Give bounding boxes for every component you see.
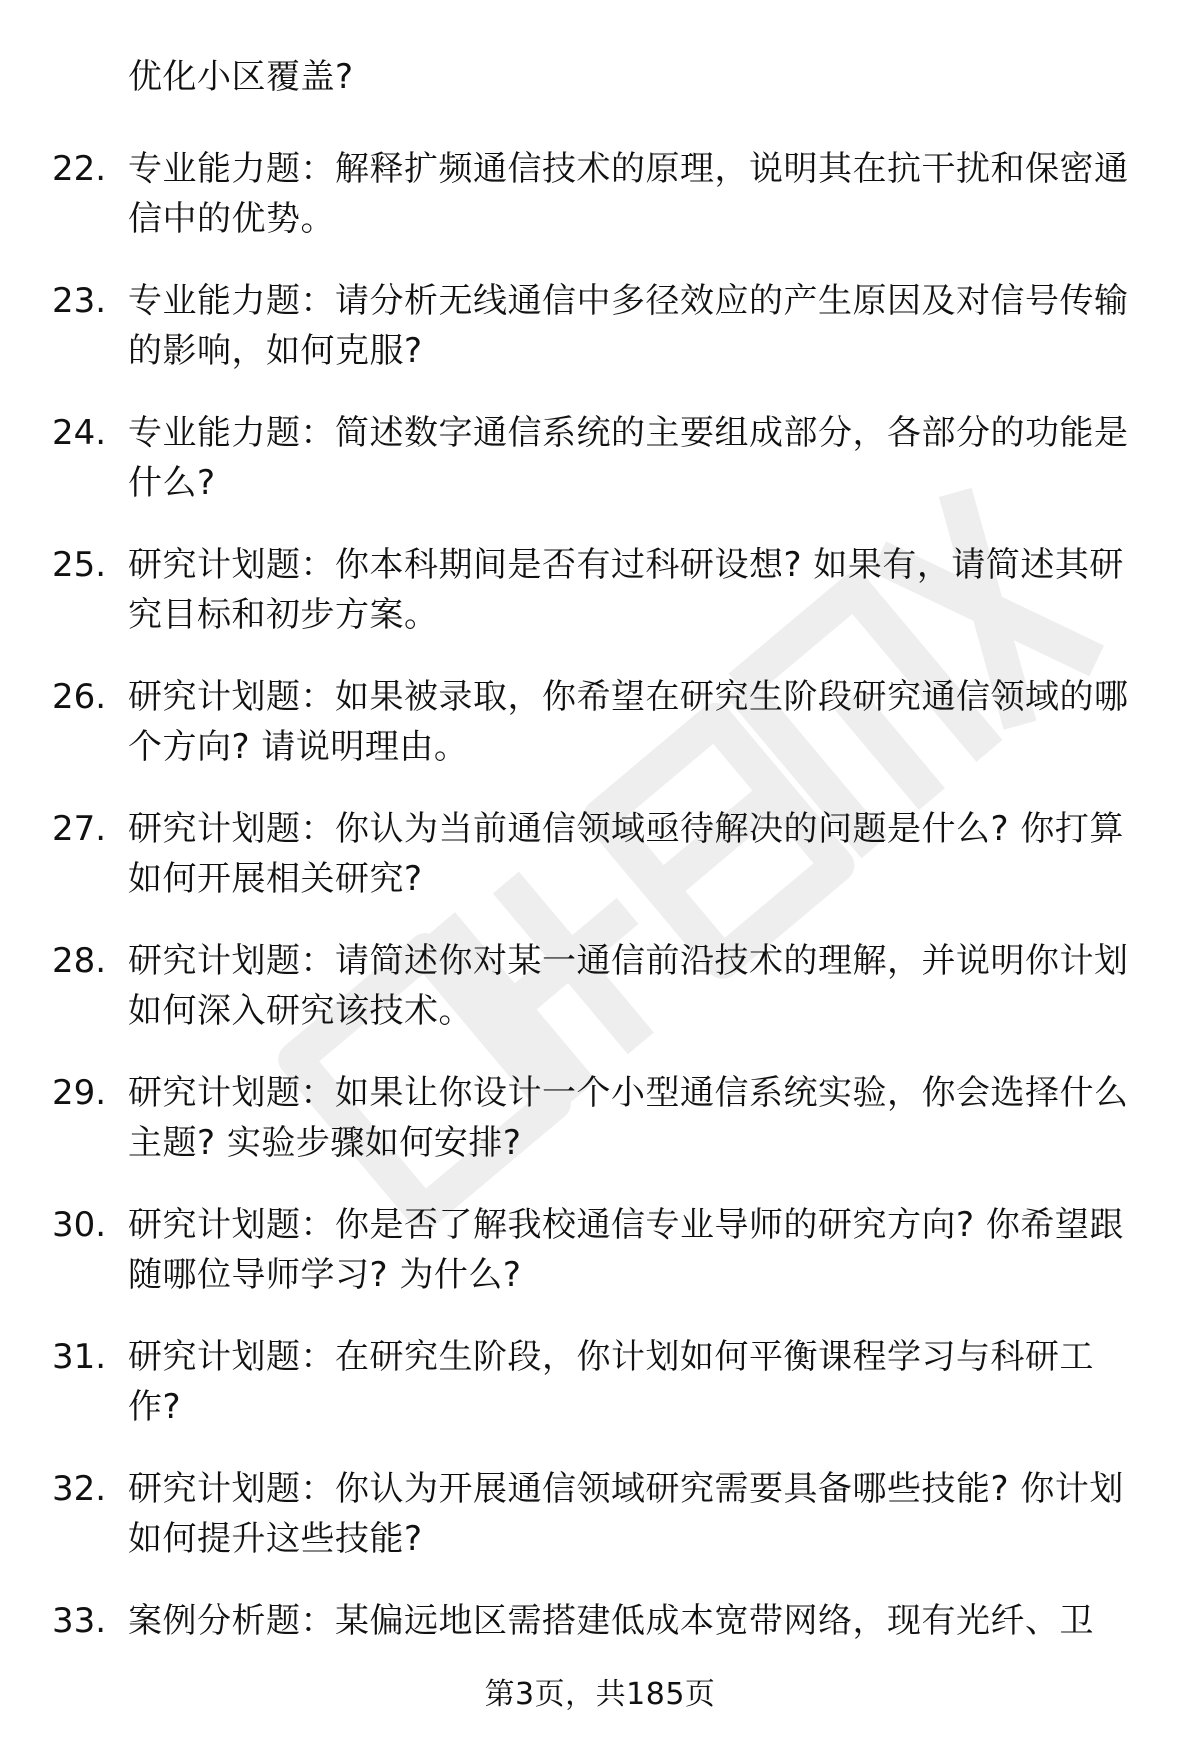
question-number: 32. xyxy=(52,1469,107,1509)
list-item xyxy=(0,672,1200,804)
question-text: 研究计划题：你本科期间是否有过科研设想? 如果有，请简述其研究目标和初步方案。 xyxy=(128,545,1124,635)
question-text: 研究计划题：如果让你设计一个小型通信系统实验，你会选择什么主题? 实验步骤如何安排? xyxy=(128,1073,1129,1163)
question-number: 22. xyxy=(52,149,107,189)
question-text: 研究计划题：请简述你对某一通信前沿技术的理解，并说明你计划如何深入研究该技术。 xyxy=(128,941,1129,1031)
question-text: 专业能力题：请分析无线通信中多径效应的产生原因及对信号传输的影响，如何克服? xyxy=(128,281,1129,371)
question-text: 专业能力题：简述数字通信系统的主要组成部分，各部分的功能是什么? xyxy=(128,413,1129,503)
question-number: 31. xyxy=(52,1337,107,1377)
question-number: 28. xyxy=(52,941,107,981)
question-number: 29. xyxy=(52,1073,107,1113)
list-item xyxy=(0,936,1200,1068)
question-text: 研究计划题：如果被录取，你希望在研究生阶段研究通信领域的哪个方向? 请说明理由。 xyxy=(128,677,1129,767)
list-item xyxy=(0,1332,1200,1464)
question-number: 24. xyxy=(52,413,107,453)
question-list xyxy=(0,144,1200,1728)
list-item xyxy=(0,1200,1200,1332)
list-item xyxy=(0,276,1200,408)
question-text: 研究计划题：在研究生阶段，你计划如何平衡课程学习与科研工作? xyxy=(128,1337,1094,1427)
question-number: 23. xyxy=(52,281,107,321)
question-text: 案例分析题：某偏远地区需搭建低成本宽带网络，现有光纤、卫 xyxy=(128,1601,1094,1641)
page-footer: 第3页，共185页 xyxy=(484,1677,716,1712)
question-number: 25. xyxy=(52,545,107,585)
continuation-text: 优化小区覆盖? xyxy=(128,57,354,97)
question-text: 研究计划题：你是否了解我校通信专业导师的研究方向? 你希望跟随哪位导师学习? 为什么? xyxy=(128,1205,1124,1295)
question-text: 研究计划题：你认为当前通信领域亟待解决的问题是什么? 你打算如何开展相关研究? xyxy=(128,809,1124,899)
question-text: 研究计划题：你认为开展通信领域研究需要具备哪些技能? 你计划如何提升这些技能? xyxy=(128,1469,1124,1559)
list-item xyxy=(0,408,1200,540)
list-item xyxy=(0,804,1200,936)
list-item xyxy=(0,1464,1200,1596)
list-item xyxy=(0,144,1200,276)
question-number: 33. xyxy=(52,1601,107,1641)
question-number: 27. xyxy=(52,809,107,849)
list-item xyxy=(0,540,1200,672)
list-item xyxy=(0,1068,1200,1200)
question-number: 26. xyxy=(52,677,107,717)
question-text: 专业能力题：解释扩频通信技术的原理，说明其在抗干扰和保密通信中的优势。 xyxy=(128,149,1129,239)
question-number: 30. xyxy=(52,1205,107,1245)
